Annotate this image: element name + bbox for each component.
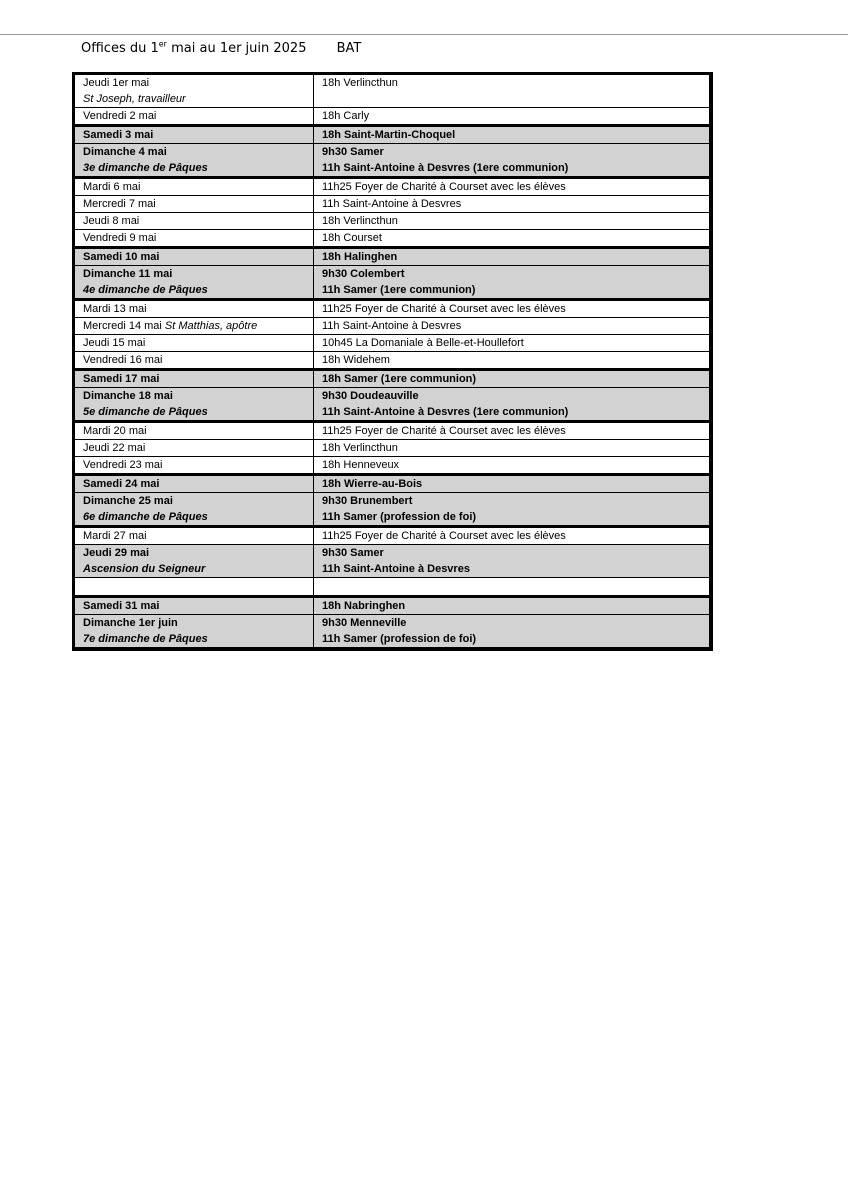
day-label: Mardi 6 mai: [83, 181, 141, 193]
table-row: [74, 266, 711, 300]
day-cell: [74, 108, 314, 126]
document-code: BAT: [336, 41, 362, 56]
day-cell: [74, 318, 314, 335]
day-cell: [74, 422, 314, 440]
day-cell: [74, 493, 314, 527]
day-label: Dimanche 1er juin: [83, 617, 178, 629]
events-cell: [314, 475, 711, 493]
event-entry: 11h25 Foyer de Charité à Courset avec les élèves: [322, 303, 566, 315]
table-row: [74, 597, 711, 615]
day-label: Mardi 13 mai: [83, 303, 147, 315]
day-label: Jeudi 8 mai: [83, 215, 140, 227]
day-cell: [74, 615, 314, 650]
day-cell: [74, 144, 314, 178]
event-entry: 9h30 Brunembert: [322, 495, 413, 507]
day-cell: [74, 213, 314, 230]
event-entry: 18h Verlincthun: [322, 442, 398, 454]
table-row: [74, 545, 711, 578]
day-cell: [74, 266, 314, 300]
events-cell: [314, 230, 711, 248]
event-entry: 18h Samer (1ere communion): [322, 373, 477, 385]
day-label: Vendredi 2 mai: [83, 110, 157, 122]
event-entry: 18h Henneveux: [322, 459, 400, 471]
event-entry: 18h Verlincthun: [322, 215, 398, 227]
day-cell: [74, 475, 314, 493]
day-label: Mardi 27 mai: [83, 530, 147, 542]
day-label: Dimanche 11 mai: [83, 268, 173, 280]
event-entry: 11h Saint-Antoine à Desvres (1ere communion): [322, 406, 569, 418]
event-entry: 10h45 La Domaniale à Belle-et-Houllefort: [322, 337, 524, 349]
table-row: [74, 388, 711, 422]
events-cell: [314, 422, 711, 440]
events-cell: [314, 108, 711, 126]
table-row: [74, 74, 711, 108]
event-entry: 11h Samer (profession de foi): [322, 511, 477, 523]
day-label: Vendredi 23 mai: [83, 459, 163, 471]
table-row: [74, 352, 711, 370]
table-row: [74, 440, 711, 457]
event-entry: 18h Courset: [322, 232, 382, 244]
day-cell: [74, 300, 314, 318]
day-cell: [74, 196, 314, 213]
events-cell: [314, 370, 711, 388]
feast-label: 5e dimanche de Pâques: [83, 406, 208, 418]
table-row: [74, 196, 711, 213]
event-entry: 18h Verlincthun: [322, 77, 398, 89]
events-cell: [314, 597, 711, 615]
events-cell: [314, 457, 711, 475]
table-row: [74, 178, 711, 196]
event-entry: 9h30 Samer: [322, 547, 384, 559]
table-row: [74, 300, 711, 318]
events-cell: [314, 248, 711, 266]
page-header: [81, 41, 361, 56]
feast-label: St Joseph, travailleur: [83, 93, 186, 105]
day-cell: [74, 527, 314, 545]
table-row: [74, 248, 711, 266]
event-entry: 9h30 Colembert: [322, 268, 405, 280]
title-suffix: mai au 1er juin 2025: [166, 41, 307, 56]
day-cell: [74, 352, 314, 370]
events-cell: [314, 335, 711, 352]
events-cell: [314, 126, 711, 144]
events-cell: [314, 178, 711, 196]
feast-label: St Matthias, apôtre: [164, 320, 258, 332]
feast-label: 4e dimanche de Pâques: [83, 284, 208, 296]
event-entry: 18h Halinghen: [322, 251, 398, 263]
feast-label: 7e dimanche de Pâques: [83, 633, 208, 645]
table-row: [74, 144, 711, 178]
events-cell: [314, 144, 711, 178]
day-label: Vendredi 9 mai: [83, 232, 157, 244]
day-cell: [74, 370, 314, 388]
table-row: [74, 578, 711, 597]
event-entry: 18h Nabringhen: [322, 600, 406, 612]
table-row: [74, 493, 711, 527]
day-label: Mardi 20 mai: [83, 425, 147, 437]
day-cell: [74, 74, 314, 108]
events-cell: [314, 352, 711, 370]
day-cell: [74, 597, 314, 615]
title-superscript: er: [158, 39, 167, 49]
event-entry: 18h Wierre-au-Bois: [322, 478, 423, 490]
event-entry: 9h30 Doudeauville: [322, 390, 419, 402]
day-label: Samedi 10 mai: [83, 251, 160, 263]
day-label: Dimanche 25 mai: [83, 495, 173, 507]
table-row: [74, 457, 711, 475]
feast-label: 3e dimanche de Pâques: [83, 162, 208, 174]
day-label: Samedi 3 mai: [83, 129, 154, 141]
day-label: Mercredi 14 mai: [83, 320, 162, 332]
schedule-table: [72, 72, 713, 651]
table-row: [74, 108, 711, 126]
day-cell: [74, 578, 314, 597]
day-label: Mercredi 7 mai: [83, 198, 156, 210]
table-row: [74, 213, 711, 230]
feast-label: Ascension du Seigneur: [83, 563, 206, 575]
event-entry: 11h Saint-Antoine à Desvres (1ere communion): [322, 162, 569, 174]
events-cell: [314, 493, 711, 527]
day-label: Jeudi 15 mai: [83, 337, 146, 349]
event-entry: 11h25 Foyer de Charité à Courset avec les élèves: [322, 425, 566, 437]
day-cell: [74, 126, 314, 144]
events-cell: [314, 300, 711, 318]
table-row: [74, 318, 711, 335]
events-cell: [314, 318, 711, 335]
table-row: [74, 527, 711, 545]
events-cell: [314, 545, 711, 578]
day-cell: [74, 388, 314, 422]
event-entry: 9h30 Samer: [322, 146, 384, 158]
day-cell: [74, 248, 314, 266]
event-entry: 18h Saint-Martin-Choquel: [322, 129, 456, 141]
day-cell: [74, 440, 314, 457]
event-entry: 11h25 Foyer de Charité à Courset avec les élèves: [322, 530, 566, 542]
day-label: Jeudi 22 mai: [83, 442, 146, 454]
day-label: Samedi 17 mai: [83, 373, 160, 385]
day-label: Jeudi 1er mai: [83, 77, 150, 89]
day-cell: [74, 457, 314, 475]
event-entry: 11h Samer (1ere communion): [322, 284, 476, 296]
events-cell: [314, 527, 711, 545]
day-label: Jeudi 29 mai: [83, 547, 150, 559]
feast-label: 6e dimanche de Pâques: [83, 511, 208, 523]
event-entry: 11h Saint-Antoine à Desvres: [322, 320, 462, 332]
events-cell: [314, 615, 711, 650]
event-entry: 11h Saint-Antoine à Desvres: [322, 563, 470, 575]
event-entry: 11h25 Foyer de Charité à Courset avec les élèves: [322, 181, 566, 193]
day-label: Samedi 31 mai: [83, 600, 160, 612]
events-cell: [314, 440, 711, 457]
events-cell: [314, 578, 711, 597]
event-entry: 18h Carly: [322, 110, 370, 122]
table-row: [74, 370, 711, 388]
table-row: [74, 230, 711, 248]
event-entry: 18h Widehem: [322, 354, 390, 366]
event-entry: 9h30 Menneville: [322, 617, 407, 629]
day-cell: [74, 545, 314, 578]
day-cell: [74, 178, 314, 196]
events-cell: [314, 196, 711, 213]
day-label: Samedi 24 mai: [83, 478, 160, 490]
events-cell: [314, 266, 711, 300]
day-cell: [74, 335, 314, 352]
day-cell: [74, 230, 314, 248]
event-entry: 11h Samer (profession de foi): [322, 633, 477, 645]
events-cell: [314, 213, 711, 230]
title-prefix: Offices du 1: [81, 41, 159, 56]
day-label: Dimanche 18 mai: [83, 390, 173, 402]
table-row: [74, 126, 711, 144]
day-label: Dimanche 4 mai: [83, 146, 167, 158]
top-rule: [0, 34, 848, 35]
table-row: [74, 422, 711, 440]
page-title: [81, 41, 306, 56]
table-row: [74, 335, 711, 352]
table-row: [74, 475, 711, 493]
events-cell: [314, 388, 711, 422]
events-cell: [314, 74, 711, 108]
event-entry: 11h Saint-Antoine à Desvres: [322, 198, 462, 210]
table-row: [74, 615, 711, 650]
day-label: Vendredi 16 mai: [83, 354, 163, 366]
